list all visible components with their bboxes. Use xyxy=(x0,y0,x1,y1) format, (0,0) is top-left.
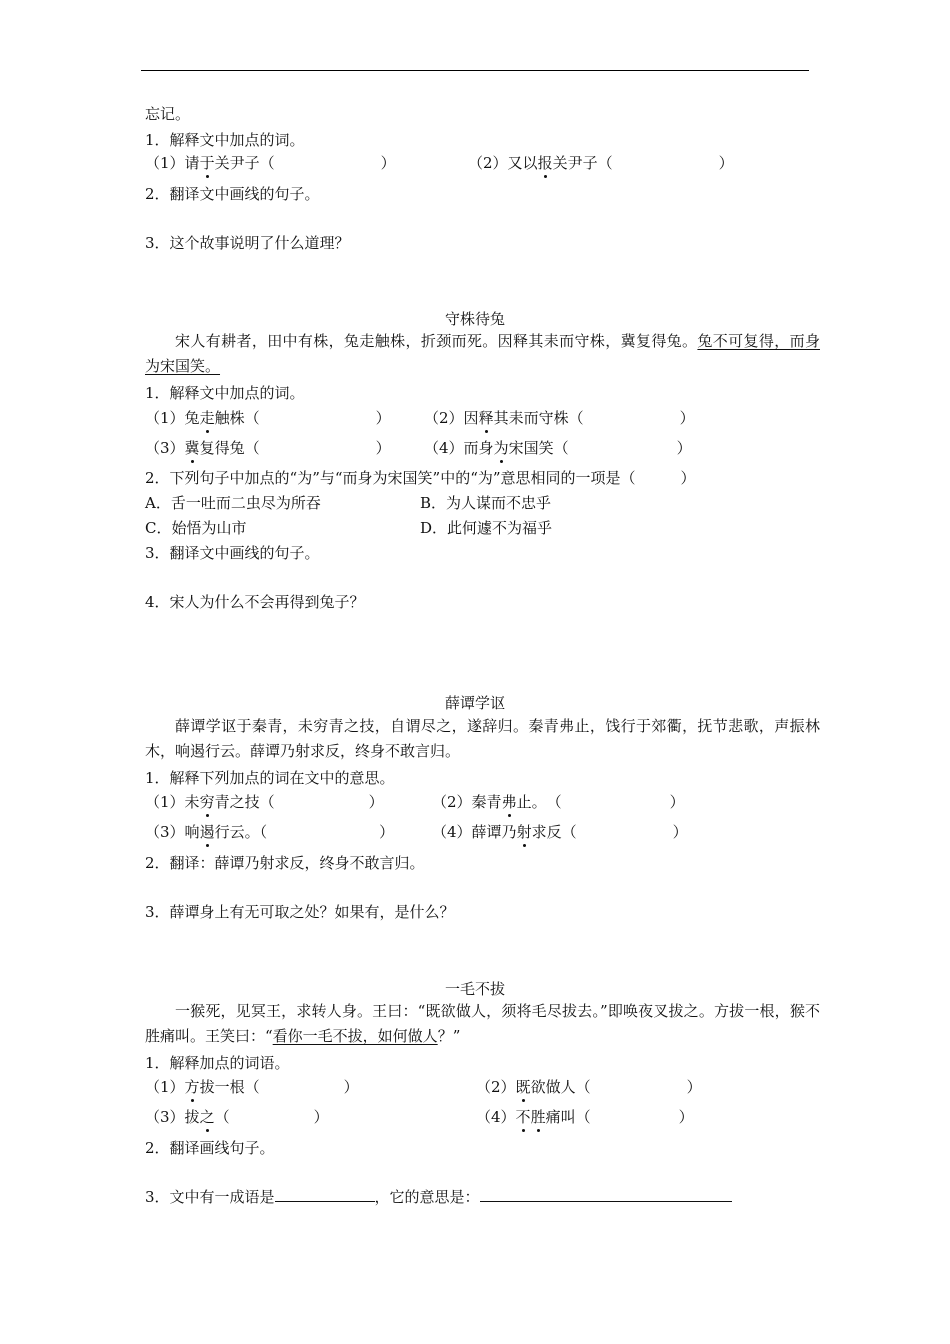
dotted-char: 于 xyxy=(199,154,215,172)
dotted-char: 弗 xyxy=(501,793,517,811)
s1-question-2: 2．翻译文中画线的句子。 xyxy=(145,185,320,203)
s3-title: 薛谭学讴 xyxy=(444,694,505,712)
s2-question-1: 1．解释文中加点的词。 xyxy=(145,384,305,402)
dotted-char: 方 xyxy=(184,1078,200,1096)
s2-option-a: A．舌一吐而二虫尽为所吞 xyxy=(145,494,321,512)
s4-title: 一毛不拔 xyxy=(444,980,505,998)
s4-item-3: （3）拔之（ ） xyxy=(145,1108,329,1126)
header-rule xyxy=(141,70,809,71)
s2-option-d: D．此何遽不为福乎 xyxy=(420,519,553,537)
s4-question-1: 1．解释加点的词语。 xyxy=(145,1054,290,1072)
dotted-char: 不 xyxy=(515,1108,531,1126)
dotted-char: 射 xyxy=(516,823,532,841)
dotted-char: 冀 xyxy=(184,439,200,457)
s1-question-1: 1．解释文中加点的词。 xyxy=(145,131,305,149)
s2-item-1: （1）兔走触株（ ） xyxy=(145,409,391,427)
s2-passage: 宋人有耕者，田中有株，兔走触株，折颈而死。因释其耒而守株，冀复得兔。兔不可复得，而身为宋国笑。 xyxy=(145,332,820,375)
s4-question-3: 3．文中有一成语是 ，它的意思是： xyxy=(145,1187,732,1207)
dotted-char: 既 xyxy=(515,1078,531,1096)
s2-option-c: C．始悟为山市 xyxy=(145,519,247,537)
s2-title: 守株待兔 xyxy=(444,310,505,328)
dotted-char: 胜 xyxy=(530,1108,546,1126)
dotted-char: 走 xyxy=(199,409,215,427)
s3-question-2: 2．翻译：薛谭乃射求反，终身不敢言归。 xyxy=(145,854,425,872)
s2-item-3: （3）冀复得兔（ ） xyxy=(145,439,391,457)
s2-item-4: （4）而身为宋国笑（ ） xyxy=(424,439,692,457)
underlined-sentence: 兔不可复得，而身为宋国笑。 xyxy=(145,332,820,375)
dotted-char: 遏 xyxy=(199,823,215,841)
s4-question-2: 2．翻译画线句子。 xyxy=(145,1139,275,1157)
s4-passage: 一猴死，见冥王，求转人身。王曰：“既欲做人，须将毛尽拔去。”即唤夜叉拔之。方拔一根，猴不胜痛叫。王笑曰：“看你一毛不拔，如何做人？” xyxy=(145,1002,820,1045)
s3-item-2: （2）秦青弗止。 （ ） xyxy=(432,793,685,811)
s3-item-4: （4）薛谭乃射求反（ ） xyxy=(432,823,688,841)
s1-item-2: （2）又以报关尹子（ ） xyxy=(468,154,734,172)
answer-blank-meaning[interactable] xyxy=(480,1187,732,1202)
s3-item-1: （1）未穷青之技（ ） xyxy=(145,793,384,811)
dotted-char: 之 xyxy=(199,1108,215,1126)
dotted-char: 为 xyxy=(493,439,509,457)
continued-text: 忘记。 xyxy=(145,105,191,123)
s3-question-3: 3．薛谭身上有无可取之处？如果有，是什么？ xyxy=(145,903,455,921)
s4-item-2: （2）既欲做人（ ） xyxy=(476,1078,702,1096)
s4-item-4: （4）不胜痛叫（ ） xyxy=(476,1108,694,1126)
dotted-char: 穷 xyxy=(199,793,215,811)
s2-question-3: 3．翻译文中画线的句子。 xyxy=(145,544,320,562)
s2-question-4: 4．宋人为什么不会再得到兔子？ xyxy=(145,593,365,611)
underlined-sentence: 看你一毛不拔，如何做人 xyxy=(272,1027,438,1045)
dotted-char: 报 xyxy=(537,154,553,172)
s3-item-3: （3）响遏行云。（ ） xyxy=(145,823,395,841)
s1-item-1: （1）请于关尹子（ ） xyxy=(145,154,396,172)
s2-option-b: B．为人谋而不忠乎 xyxy=(420,494,552,512)
s1-question-3: 3．这个故事说明了什么道理？ xyxy=(145,234,350,252)
answer-blank-idiom[interactable] xyxy=(275,1187,375,1202)
s4-item-1: （1）方拔一根（ ） xyxy=(145,1078,359,1096)
dotted-char: 释 xyxy=(478,409,494,427)
s2-question-2: 2．下列句子中加点的“为”与“而身为宋国笑”中的“为”意思相同的一项是（ ） xyxy=(145,469,696,487)
s3-question-1: 1．解释下列加点的词在文中的意思。 xyxy=(145,769,395,787)
s3-passage: 薛谭学讴于秦青，未穷青之技，自谓尽之，遂辞归。秦青弗止，饯行于郊衢，抚节悲歌，声振林木，响遏行云。薛谭乃射求反，终身不敢言归。 xyxy=(145,717,820,760)
s2-item-2: （2）因释其耒而守株（ ） xyxy=(424,409,695,427)
